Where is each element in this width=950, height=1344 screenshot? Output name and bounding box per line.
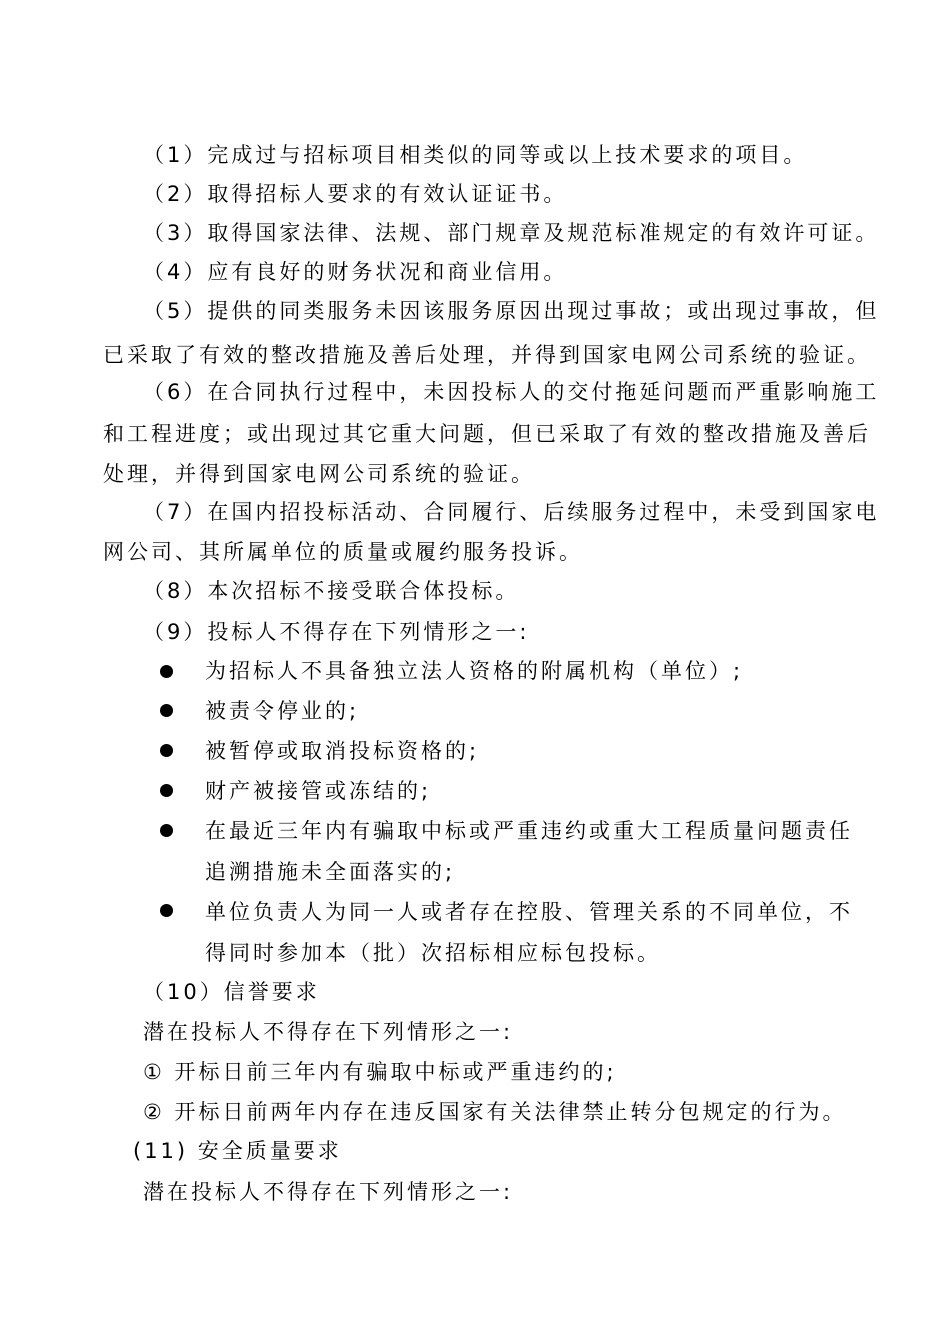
credit-intro: 潜在投标人不得存在下列情形之一: [143, 1020, 514, 1044]
item-9: （9）投标人不得存在下列情形之一: [143, 620, 530, 644]
bullet-5-line-2: 追溯措施未全面落实的; [205, 860, 456, 884]
item-2: （2）取得招标人要求的有效认证证书。 [143, 182, 568, 206]
item-6-line-2: 和工程进度；或出现过其它重大问题，但已采取了有效的整改措施及善后 [103, 422, 871, 446]
credit-heading: （10）信誉要求 [143, 980, 320, 1004]
item-7-line-2: 网公司、其所属单位的质量或履约服务投诉。 [103, 540, 583, 564]
credit-point-2: ② 开标日前两年内存在违反国家有关法律禁止转分包规定的行为。 [143, 1100, 847, 1124]
bullet-3: 被暂停或取消投标资格的; [205, 739, 480, 763]
item-5-line-1: （5）提供的同类服务未因该服务原因出现过事故；或出现过事故，但 [143, 299, 880, 323]
bullet-6-line-1: 单位负责人为同一人或者存在控股、管理关系的不同单位，不 [205, 900, 853, 924]
bullet-dot-icon [160, 904, 173, 917]
bullet-2: 被责令停业的; [205, 699, 360, 723]
bullet-dot-icon [160, 784, 173, 797]
bullet-dot-icon [160, 704, 173, 717]
item-5-line-2: 已采取了有效的整改措施及善后处理，并得到国家电网公司系统的验证。 [103, 343, 871, 367]
bullet-dot-icon [160, 665, 173, 678]
safety-heading: (11) 安全质量要求 [133, 1139, 342, 1163]
bullet-dot-icon [160, 824, 173, 837]
bullet-1: 为招标人不具备独立法人资格的附属机构（单位）; [205, 659, 744, 683]
item-6-line-3: 处理，并得到国家电网公司系统的验证。 [103, 462, 535, 486]
item-6-line-1: （6）在合同执行过程中，未因投标人的交付拖延问题而严重影响施工 [143, 380, 880, 404]
bullet-5-line-1: 在最近三年内有骗取中标或严重违约或重大工程质量问题责任 [205, 819, 853, 843]
safety-intro: 潜在投标人不得存在下列情形之一: [143, 1180, 514, 1204]
item-3: （3）取得国家法律、法规、部门规章及规范标准规定的有效许可证。 [143, 221, 880, 245]
item-1: （1）完成过与招标项目相类似的同等或以上技术要求的项目。 [143, 143, 808, 167]
item-7-line-1: （7）在国内招投标活动、合同履行、后续服务过程中，未受到国家电 [143, 500, 880, 524]
item-8: （8）本次招标不接受联合体投标。 [143, 579, 520, 603]
bullet-6-line-2: 得同时参加本（批）次招标相应标包投标。 [205, 941, 661, 965]
bullet-4: 财产被接管或冻结的; [205, 779, 432, 803]
bullet-dot-icon [160, 744, 173, 757]
item-4: （4）应有良好的财务状况和商业信用。 [143, 260, 568, 284]
credit-point-1: ① 开标日前三年内有骗取中标或严重违约的; [143, 1060, 617, 1084]
